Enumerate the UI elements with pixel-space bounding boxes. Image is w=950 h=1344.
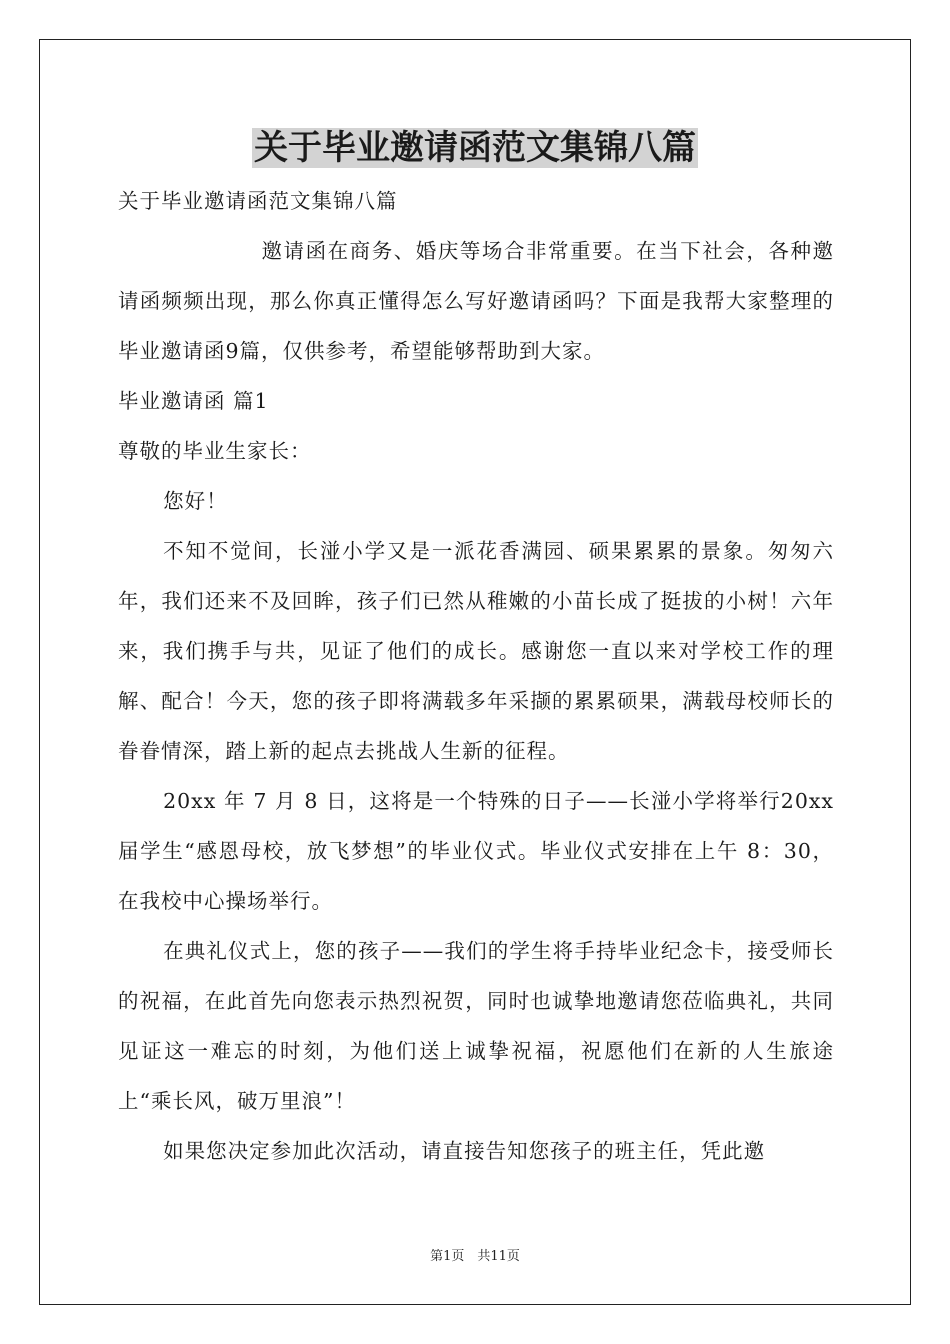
page-number: 第1页 共11页 xyxy=(430,1249,520,1264)
body-paragraph: 在典礼仪式上，您的孩子——我们的学生将手持毕业纪念卡，接受师长的祝福，在此首先向您表示热烈祝贺，同时也诚挚地邀请您莅临典礼，共同见证这一难忘的时刻，为他们送上诚挚祝福，祝愿他们在新的人生旅途上“乘长风，破万里浪”！ xyxy=(118,939,834,1113)
page-footer xyxy=(0,1248,950,1266)
body-paragraph: 不知不觉间，长湴小学又是一派花香满园、硕果累累的景象。匆匆六年，我们还来不及回眸，孩子们已然从稚嫩的小苗长成了挺拔的小树！六年来，我们携手与共，见证了他们的成长。感谢您一直以来对学校工作的理解、配合！今天，您的孩子即将满载多年采撷的累累硕果，满载母校师长的眷眷情深，踏上新的起点去挑战人生新的征程。 xyxy=(118,539,834,763)
greeting: 您好！ xyxy=(163,489,228,513)
document-title-text: 关于毕业邀请函范文集锦八篇 xyxy=(254,128,696,168)
document-title xyxy=(0,126,950,170)
section-heading: 毕业邀请函 篇1 xyxy=(118,389,269,413)
body-paragraph: 如果您决定参加此次活动，请直接告知您孩子的班主任，凭此邀 xyxy=(163,1139,766,1163)
intro-paragraph: 邀请函在商务、婚庆等场合非常重要。在当下社会，各种邀请函频频出现，那么你真正懂得怎么写好邀请函吗？下面是我帮大家整理的毕业邀请函9篇，仅供参考，希望能够帮助到大家。 xyxy=(118,239,834,363)
subtitle-paragraph: 关于毕业邀请函范文集锦八篇 xyxy=(118,189,398,213)
document-body xyxy=(118,176,834,1176)
body-paragraph: 20xx 年 7 月 8 日，这将是一个特殊的日子——长湴小学将举行20xx 届学生“感恩母校，放飞梦想”的毕业仪式。毕业仪式安排在上午 8：30，在我校中心操场举行。 xyxy=(118,789,834,913)
salutation: 尊敬的毕业生家长： xyxy=(118,439,312,463)
